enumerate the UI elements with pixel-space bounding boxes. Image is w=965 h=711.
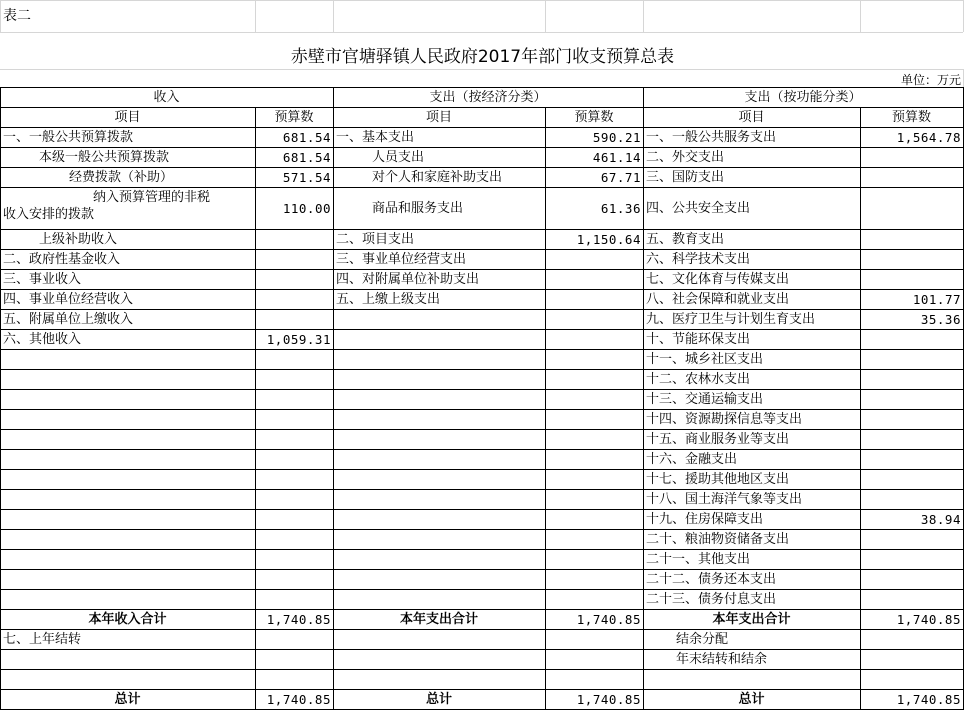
section-expense-economic: 支出（按经济分类） (429, 90, 547, 105)
econ-item-value (545, 250, 643, 270)
page-title: 赤壁市官塘驿镇人民政府2017年部门收支预算总表 (290, 47, 675, 67)
func-item-value (860, 370, 963, 390)
func-item-value (860, 330, 963, 350)
econ-subtotal-label: 本年支出合计 (399, 612, 478, 627)
func-item-label: 四、公共安全支出 (646, 201, 751, 216)
func-item-label: 三、国防支出 (646, 170, 725, 185)
grid-line (0, 32, 963, 33)
econ-item-label: 三、事业单位经营支出 (336, 252, 467, 267)
func-item-value: 101.77 (912, 292, 961, 307)
income-item-label: 一、一般公共预算拨款 (3, 130, 134, 145)
func-item-label: 二十二、债务还本支出 (646, 572, 777, 587)
income-grand-total-label: 总计 (114, 692, 141, 707)
func-item-label: 十九、住房保障支出 (646, 512, 764, 527)
income-item-label: 六、其他收入 (3, 332, 82, 347)
func-item-label: 十三、交通运输支出 (646, 392, 764, 407)
func-item-label: 一、一般公共服务支出 (646, 130, 777, 145)
income-item-value: 1,059.31 (266, 332, 331, 347)
func-item-label: 八、社会保障和就业支出 (646, 292, 790, 307)
func-subtotal-label: 本年支出合计 (712, 612, 791, 627)
income-item-value (255, 270, 333, 290)
func-item-label: 十五、商业服务业等支出 (646, 432, 790, 447)
income-item-label: 三、事业收入 (3, 272, 82, 287)
income-item-label: 五、附属单位上缴收入 (3, 312, 134, 327)
econ-item-label: 二、项目支出 (336, 232, 415, 247)
income-item-value: 681.54 (282, 150, 331, 165)
func-item-label: 五、教育支出 (646, 232, 725, 247)
func-item-value (860, 390, 963, 410)
col-header-item: 项目 (738, 110, 765, 125)
func-item-value (860, 199, 963, 219)
func-item-value (860, 148, 963, 168)
func-item-label: 九、医疗卫生与计划生育支出 (646, 312, 816, 327)
func-item-value (860, 350, 963, 370)
econ-item-label: 一、基本支出 (336, 130, 415, 145)
grid-line (963, 87, 964, 107)
income-subtotal-label: 本年收入合计 (88, 612, 167, 627)
func-grand-total-label: 总计 (738, 692, 765, 707)
func-grand-total-value: 1,740.85 (896, 692, 961, 707)
econ-item-label: 五、上缴上级支出 (336, 292, 441, 307)
unit-note: 单位：万元 (900, 73, 961, 87)
income-item-label: 四、事业单位经营收入 (3, 292, 134, 307)
econ-item-label: 四、对附属单位补助支出 (336, 272, 480, 287)
func-item-label: 七、文化体育与传媒支出 (646, 272, 790, 287)
econ-item-value: 590.21 (592, 130, 641, 145)
income-item-label: 上级补助收入 (39, 232, 118, 247)
func-item-value (860, 570, 963, 590)
func-item-label: 二、外交支出 (646, 150, 725, 165)
col-header-amount: 预算数 (274, 110, 314, 125)
table-label: 表二 (3, 8, 31, 24)
func-item-label: 十一、城乡社区支出 (646, 352, 764, 367)
func-surplus-allocation-label: 结余分配 (676, 632, 729, 647)
econ-item-label: 对个人和家庭补助支出 (372, 170, 503, 185)
func-item-value (860, 550, 963, 570)
func-item-value: 38.94 (920, 512, 961, 527)
func-item-value: 35.36 (920, 312, 961, 327)
func-item-value (860, 450, 963, 470)
func-item-label: 十四、资源勘探信息等支出 (646, 412, 803, 427)
income-subtotal-value: 1,740.85 (266, 612, 331, 627)
grid-line (963, 69, 964, 87)
grid-line (545, 0, 546, 32)
income-item-label: 本级一般公共预算拨款 (39, 150, 170, 165)
func-item-label: 十二、农林水支出 (646, 372, 751, 387)
grid-line (963, 107, 964, 710)
income-item-label-line1: 纳入预算管理的非税 (93, 190, 211, 205)
func-item-label: 十六、金融支出 (646, 452, 738, 467)
func-item-value: 1,564.78 (896, 130, 961, 145)
col-header-amount: 预算数 (891, 110, 931, 125)
func-item-label: 十七、援助其他地区支出 (646, 472, 790, 487)
func-item-label: 二十、粮油物资储备支出 (646, 532, 790, 547)
func-item-value (860, 490, 963, 510)
econ-grand-total-label: 总计 (425, 692, 452, 707)
grid-line (0, 0, 1, 32)
econ-subtotal-value: 1,740.85 (576, 612, 641, 627)
func-item-value (860, 410, 963, 430)
func-item-value (860, 270, 963, 290)
econ-item-value: 67.71 (600, 170, 641, 185)
section-income: 收入 (153, 90, 180, 105)
func-item-value (860, 230, 963, 250)
income-item-value: 110.00 (282, 201, 331, 216)
econ-item-value: 1,150.64 (576, 232, 641, 247)
econ-item-value (545, 270, 643, 290)
grid-line (0, 0, 963, 1)
func-item-value (860, 250, 963, 270)
section-expense-functional: 支出（按功能分类） (744, 90, 862, 105)
econ-item-value (545, 290, 643, 310)
func-year-end-carryover-label: 年末结转和结余 (676, 652, 768, 667)
func-item-label: 十、节能环保支出 (646, 332, 751, 347)
income-carryover-label: 七、上年结转 (3, 632, 82, 647)
income-item-value (255, 230, 333, 250)
income-item-label: 经费拨款（补助） (69, 170, 174, 185)
econ-item-label: 人员支出 (372, 150, 425, 165)
func-item-value (860, 530, 963, 550)
econ-item-value: 461.14 (592, 150, 641, 165)
econ-item-value: 61.36 (600, 201, 641, 216)
grid-line (255, 0, 256, 32)
func-item-label: 二十一、其他支出 (646, 552, 751, 567)
income-item-label-line2: 收入安排的拨款 (3, 207, 95, 222)
income-item-value: 571.54 (282, 170, 331, 185)
grid-line (0, 69, 963, 70)
func-item-label: 六、科学技术支出 (646, 252, 751, 267)
grid-line (963, 0, 964, 32)
income-grand-total-value: 1,740.85 (266, 692, 331, 707)
income-item-value (255, 290, 333, 310)
income-item-label: 二、政府性基金收入 (3, 252, 121, 267)
income-item-value (255, 250, 333, 270)
grid-line (860, 0, 861, 32)
col-header-item: 项目 (114, 110, 141, 125)
econ-grand-total-value: 1,740.85 (576, 692, 641, 707)
income-item-label (0, 189, 255, 229)
col-header-amount: 预算数 (574, 110, 614, 125)
func-item-value (860, 590, 963, 610)
func-item-label: 十八、国土海洋气象等支出 (646, 492, 803, 507)
col-header-item: 项目 (425, 110, 452, 125)
income-item-value: 681.54 (282, 130, 331, 145)
grid-line (333, 0, 334, 32)
func-item-value (860, 168, 963, 188)
func-item-value (860, 470, 963, 490)
func-item-value (860, 430, 963, 450)
econ-item-label: 商品和服务支出 (372, 201, 464, 216)
income-item-value (255, 310, 333, 330)
grid-line (643, 0, 644, 32)
func-subtotal-value: 1,740.85 (896, 612, 961, 627)
func-item-label: 二十三、债务付息支出 (646, 592, 777, 607)
